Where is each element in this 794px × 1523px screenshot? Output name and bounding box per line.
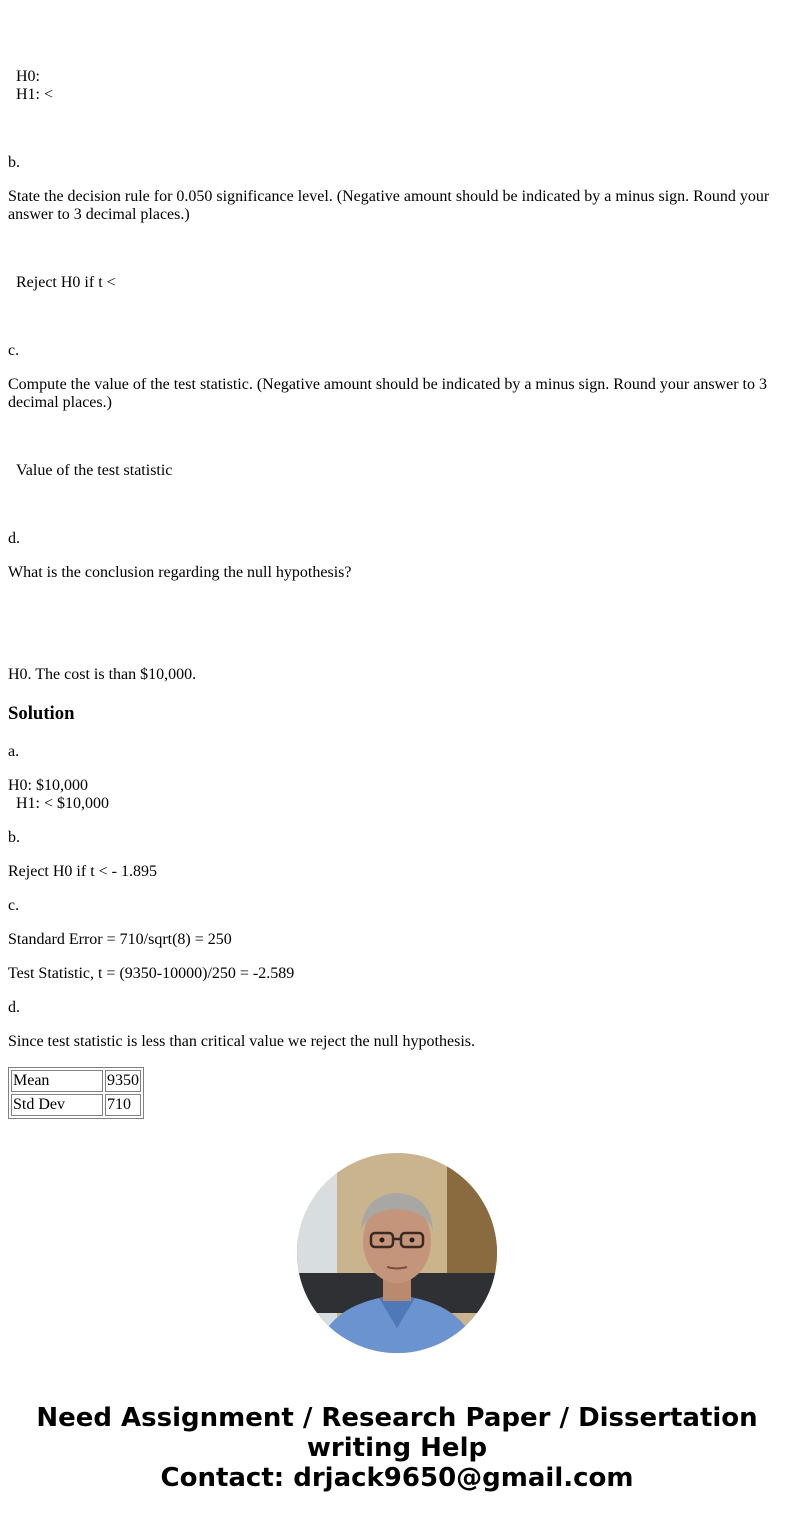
solution-b-marker: b. [8,829,20,846]
portrait-illustration [297,1153,497,1353]
table-cell-value: 710 [105,1094,141,1116]
question-d-prompt: What is the conclusion regarding the null hypothesis? [8,564,352,581]
promo-line-help: Need Assignment / Research Paper / Dissertation writing Help [36,1403,758,1463]
question-a-h0: H0: [16,68,40,85]
solution-c-marker: c. [8,897,20,914]
question-a-h1: H1: < [16,86,54,103]
question-b-marker: b. [8,154,20,171]
promo-line-contact: Contact: drjack9650@gmail.com [160,1463,634,1493]
solution-d-marker: d. [8,999,20,1016]
author-photo [297,1153,497,1353]
promo-banner [0,1403,794,1493]
table-cell-label: Std Dev [11,1094,103,1116]
question-c-answer-stub: Value of the test statistic [16,462,173,479]
question-b-answer-stub: Reject H0 if t < [16,274,116,291]
solution-heading: Solution [8,703,75,724]
table-row [11,1070,141,1092]
table-cell-value: 9350 [105,1070,141,1092]
solution-a-h1: H1: < $10,000 [16,795,110,812]
question-b-prompt: State the decision rule for 0.050 significance level. (Negative amount should be indicated by a minus sign. Round your answer to 3 decimal places.) [8,188,770,223]
question-d-answer-stub: H0. The cost is than $10,000. [8,666,197,683]
solution-c-standard-error: Standard Error = 710/sqrt(8) = 250 [8,931,232,948]
table-cell-label: Mean [11,1070,103,1092]
question-d-marker: d. [8,530,20,547]
solution-a-marker: a. [8,743,20,760]
table-row [11,1094,141,1116]
solution-c-test-statistic: Test Statistic, t = (9350-10000)/250 = -2.589 [8,965,295,982]
summary-table [8,1067,144,1119]
solution-b-text: Reject H0 if t < - 1.895 [8,863,157,880]
question-c-marker: c. [8,342,20,359]
solution-a-h0: H0: $10,000 [8,777,88,794]
solution-d-text: Since test statistic is less than critical value we reject the null hypothesis. [8,1033,475,1050]
question-c-prompt: Compute the value of the test statistic. (Negative amount should be indicated by a minus sign. Round your answer to 3 decimal places.) [8,376,767,411]
